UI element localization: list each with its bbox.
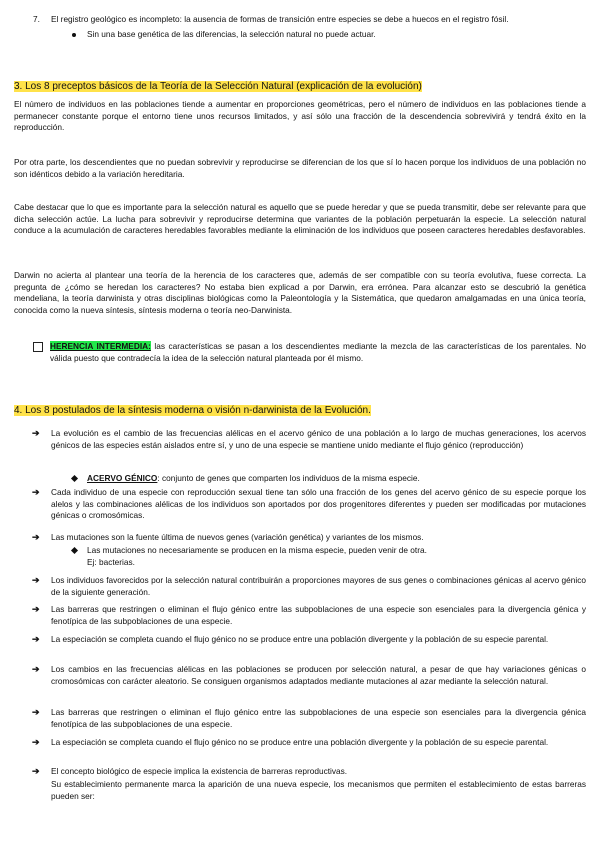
postulate-subitem-1 — [87, 473, 577, 485]
arrow-right-icon: ➔ — [32, 487, 40, 497]
section3-paragraph-2: Por otra parte, los descendientes que no puedan sobrevivir y reproducirse se diferencian de los que sí lo hacen porque los individuos de una población no son idénticos debido a la variación hereditaria. — [14, 157, 586, 179]
arrow-right-icon: ➔ — [32, 604, 40, 614]
arrow-right-icon: ➔ — [32, 766, 40, 776]
arrow-right-icon: ➔ — [32, 634, 40, 644]
acervo-genico-label: ACERVO GÉNICO — [87, 473, 158, 483]
postulate-item-10-continuation: Su establecimiento permanente marca la aparición de una nueva especie, los mecanismos que permiten el establecimiento de estas barreras pueden ser: — [51, 779, 586, 801]
postulate-subitem-3: Las mutaciones no necesariamente se producen en la misma especie, pueden venir de otra. — [87, 545, 427, 555]
section3-heading-text: 3. Los 8 preceptos básicos de la Teoría de la Selección Natural (explicación de la evolución) — [14, 81, 422, 92]
arrow-right-icon: ➔ — [32, 428, 40, 438]
postulate-item-10: El concepto biológico de especie implica la existencia de barreras reproductivas. — [51, 766, 348, 776]
section3-heading — [13, 80, 423, 93]
acervo-genico-text: : conjunto de genes que comparten los individuos de la misma especie. — [157, 473, 420, 483]
arrow-right-icon: ➔ — [32, 532, 40, 542]
arrow-right-icon: ➔ — [32, 664, 40, 674]
postulate-item-3: Las mutaciones son la fuente última de nuevos genes (variación genética) y variantes de los mismos. — [51, 532, 424, 542]
postulate-item-2: Cada individuo de una especie con reproducción sexual tiene tan sólo una fracción de los genes del acervo génico de su especie porque los alelos y las combinaciones alélicas de los individuos son aportados por dos progenitores diferentes y pueden ser modificadas por mutaciones génicas o cromosómicas. — [51, 487, 586, 521]
arrow-right-icon: ➔ — [32, 707, 40, 717]
postulate-item-8: Las barreras que restringen o eliminan el flujo génico entre las subpoblaciones de una especie son esenciales para la divergencia génica fenotípica de las subpoblaciones de una especie. — [51, 707, 586, 729]
diamond-bullet-icon — [71, 475, 78, 482]
postulate-item-9: La especiación se completa cuando el flujo génico no se produce entre una población divergente y la población de su especie parental. — [51, 737, 549, 747]
section4-heading — [13, 404, 372, 417]
list-number: 7. — [33, 14, 40, 24]
postulate-item-4: Los individuos favorecidos por la selección natural contribuirán a proporciones mayores de sus genes o combinaciones génicas al acervo génico de la siguiente generación. — [51, 575, 586, 597]
check-item — [50, 341, 586, 364]
section4-heading-text: 4. Los 8 postulados de la síntesis moderna o visión n-darwinista de la Evolución. — [14, 405, 371, 416]
bullet-dot-icon — [72, 33, 76, 37]
bullet-item: Sin una base genética de las diferencias, la selección natural no puede actuar. — [87, 29, 376, 39]
postulate-subitem-3-example: Ej: bacterias. — [87, 557, 135, 567]
section3-paragraph-1: El número de individuos en las poblaciones tiende a aumentar en proporciones geométricas, pero el número de individuos en las poblaciones tiende a permanecer constante porque el entorno tiene unos recursos limitados, y así sólo una fracción de la descendencia sobrevivirá y tendrá éxito en la reproducción. — [14, 99, 586, 133]
arrow-right-icon: ➔ — [32, 575, 40, 585]
list-item-7: El registro geológico es incompleto: la ausencia de formas de transición entre especies se debe a huecos en el registro fósil. — [51, 14, 509, 24]
postulate-item-7: Los cambios en las frecuencias alélicas en las poblaciones se producen por selección natural, a pesar de que hay variaciones génicas o cromosómicas con carácter aleatorio. Se consiguen organismos adaptados mediante mutaciones al azar mediante la selección natural. — [51, 664, 586, 686]
postulate-item-1: La evolución es el cambio de las frecuencias alélicas en el acervo génico de una población a lo largo de muchas generaciones, los acervos génicos de las especies están aislados entre sí, y uno de una especie se mantiene unido mediante el flujo génico (reproducción) — [51, 428, 586, 450]
checkbox[interactable] — [33, 342, 43, 352]
arrow-right-icon: ➔ — [32, 737, 40, 747]
check-item-text: las características se pasan a los descendientes mediante la mezcla de las características de los parentales. No válida puesto que contradecía la idea de la selección natural planteada por él mismo. — [50, 341, 587, 363]
section3-paragraph-3: Cabe destacar que lo que es importante para la selección natural es aquello que se puede heredar y que se pueda transmitir, debe ser relevante para que dicha selección actúe. La lucha para sobrevivir y reproducirse determina que variantes de la población perpetuarán la especie. La selección natural conduce a la acumulación de caracteres heredables favorables mediante la eliminación de los individuos que poseen caracteres heredables desfavorables. — [14, 202, 586, 236]
postulate-item-5: Las barreras que restringen o eliminan el flujo génico entre las subpoblaciones de una especie son esenciales para la divergencia génica y fenotípica de las subpoblaciones de una especie. — [51, 604, 586, 626]
diamond-bullet-icon — [71, 547, 78, 554]
section3-paragraph-4: Darwin no acierta al plantear una teoría de la herencia de los caracteres que, además de ser compatible con su teoría evolutiva, fuese correcta. La pregunta de ¿cómo se heredan los caracteres? No estaba bien explicad a por Darwin, era errónea. Para alcanzar esto se descubrió la genética mendeliana, la teoría darwinista y otras disciplinas biológicas como la Paleontología y la Sistemática, que quedaron amalgamadas en una única teoría, conocida como la nueva síntesis, síntesis moderna o teoría neo-Darwinista. — [14, 270, 586, 315]
check-item-label: HERENCIA INTERMEDIA: — [50, 341, 151, 351]
postulate-item-6: La especiación se completa cuando el flujo génico no se produce entre una población divergente y la población de su especie parental. — [51, 634, 549, 644]
